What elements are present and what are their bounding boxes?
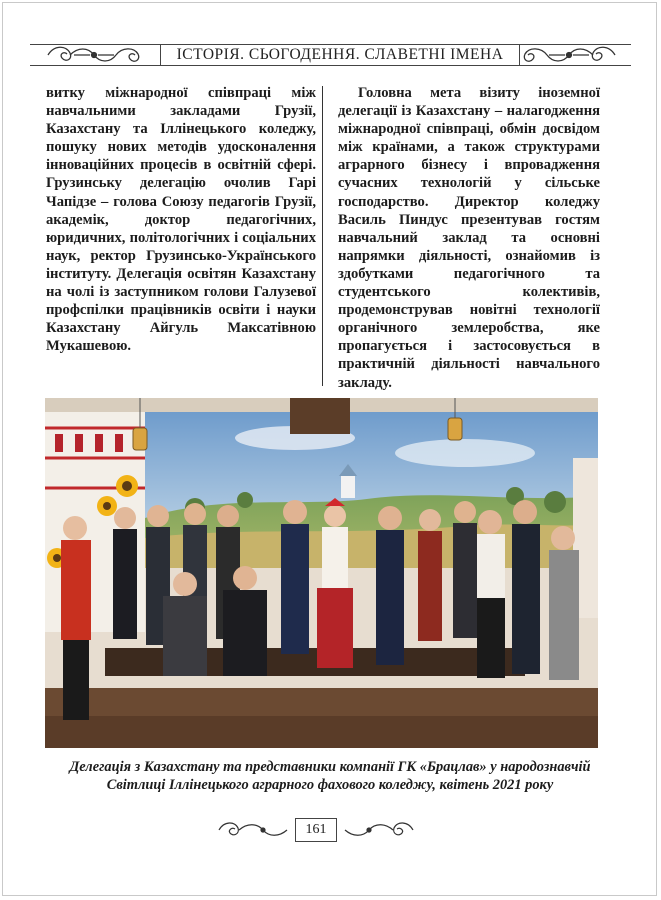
caption-line-1: Делегація з Казахстану та представники компанії ГК «Брацлав» у народознавчій xyxy=(69,759,591,775)
footer-ornament-right-icon xyxy=(341,818,417,842)
page-number: 161 xyxy=(295,818,337,842)
footer-ornament-left-icon xyxy=(215,818,291,842)
group-photo-icon xyxy=(45,398,598,748)
photo-caption xyxy=(30,758,630,794)
column-divider xyxy=(322,86,323,386)
page-footer xyxy=(215,818,435,844)
body-column-right: Головна мета візиту іноземної делегації із Казахстану – налагодження міжнародної співпраці, обмін досвідом між країнами, а також структурами аграрного бізнесу і впровадження сучасних технологій у сільське господарство. Директор коледжу Василь Пиндус презентував гостям навчальний заклад та основні напрямки діяльності, ознайомив із здобутками педагогічного та студентського колективів, продемонстрував новітні технології органічного землеробства, яке пропагується і застосовується в практичній діяльності навчального закладу. xyxy=(338,85,600,391)
body-column-left: витку міжнародної співпраці між навчальними закладами Грузії, Казахстану та Іллінецького коледжу, пошуку нових методів удосконалення інноваційних процесів в освітній сфері. Грузинську делегацію очолив Гарі Чапідзе – голова Союзу педагогів Грузії, академік, доктор педагогічних, юридичних, політологічних і соціальних наук, ректор Грузинсько-Українського інституту. Делегація освітян Казахстану на чолі із заступником голови Галузевої профспілки працівників освіти і науки Казахстану Айгуль Максатівною Мукашевою. xyxy=(46,85,316,355)
ornament-right-icon xyxy=(511,42,619,68)
group-photo xyxy=(45,398,598,748)
running-header xyxy=(30,40,631,70)
caption-line-2: Світлиці Іллінецького аграрного фахового коледжу, квітень 2021 року xyxy=(106,777,554,793)
ornament-left-icon xyxy=(44,42,152,68)
header-title: ІСТОРІЯ. СЬОГОДЕННЯ. СЛАВЕТНІ ІМЕНА xyxy=(160,44,520,66)
